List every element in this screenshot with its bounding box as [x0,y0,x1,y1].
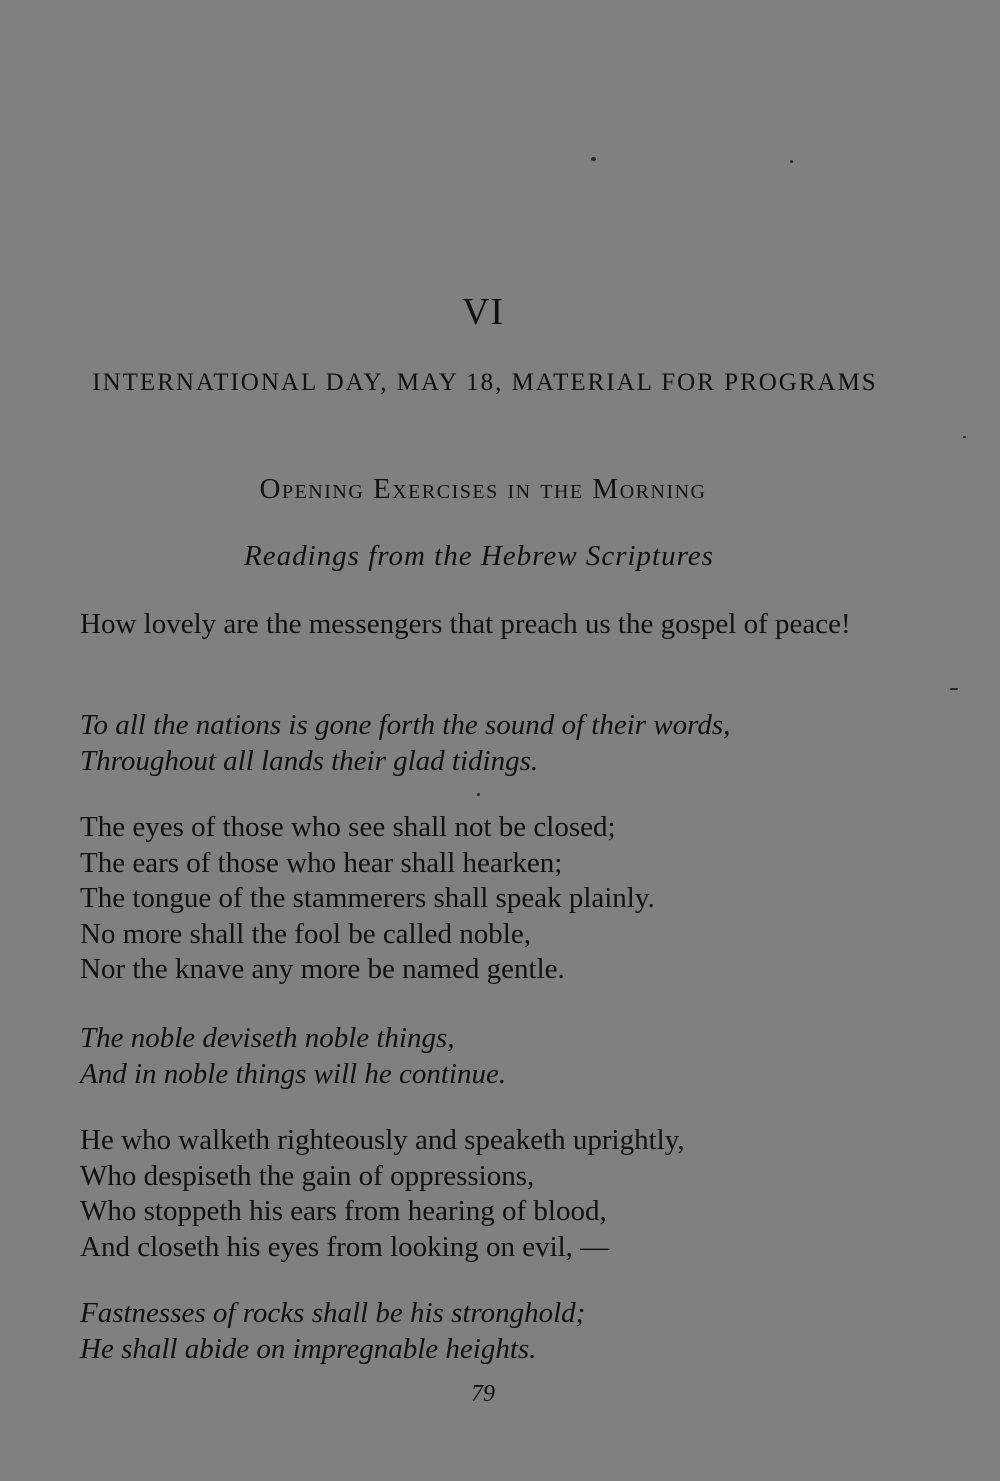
readings-title: Readings from the Hebrew Scriptures [244,540,714,572]
page-number: 79 [471,1381,495,1407]
section-subheading: Opening Exercises in the Morning [259,473,707,505]
verse-line: He who walketh righteously and speaketh uprightly, [80,1124,685,1156]
verse-line: The ears of those who hear shall hearken; [80,846,563,879]
verse-line: Who despiseth the gain of oppressions, [80,1159,535,1192]
verse-line: Nor the knave any more be named gentle. [80,953,565,985]
verse-line: To all the nations is gone forth the sound of their words, [80,709,731,741]
verse-line: The tongue of the stammerers shall speak plainly. [80,882,655,914]
verse-line: The eyes of those who see shall not be closed; [80,811,616,843]
stanza-2 [80,708,910,779]
stanza-3 [80,810,910,988]
verse-line: And closeth his eyes from looking on evil, — [80,1230,610,1263]
verse-line: How lovely are the messengers that preach us the gospel of peace! [80,608,851,640]
verse-line: No more shall the fool be called noble, [80,917,531,950]
chapter-number: VI [461,291,505,333]
stanza-6 [80,1296,910,1367]
chapter-heading: INTERNATIONAL DAY, MAY 18, MATERIAL FOR PROGRAMS [92,369,878,396]
stanza-4 [80,1021,910,1092]
print-speck [591,157,596,161]
verse-line: And in noble things will he continue. [80,1057,507,1090]
print-speck [963,436,966,438]
stanza-1 [80,607,910,643]
verse-line: He shall abide on impregnable heights. [80,1332,537,1365]
print-speck [790,160,793,163]
verse-line: The noble deviseth noble things, [80,1022,455,1054]
verse-line: Fastnesses of rocks shall be his stronghold; [80,1297,586,1329]
stanza-5 [80,1123,910,1265]
verse-line: Who stoppeth his ears from hearing of blood, [80,1195,607,1227]
print-speck [477,793,480,796]
verse-line: Throughout all lands their glad tidings. [80,744,539,777]
print-speck [950,688,958,690]
